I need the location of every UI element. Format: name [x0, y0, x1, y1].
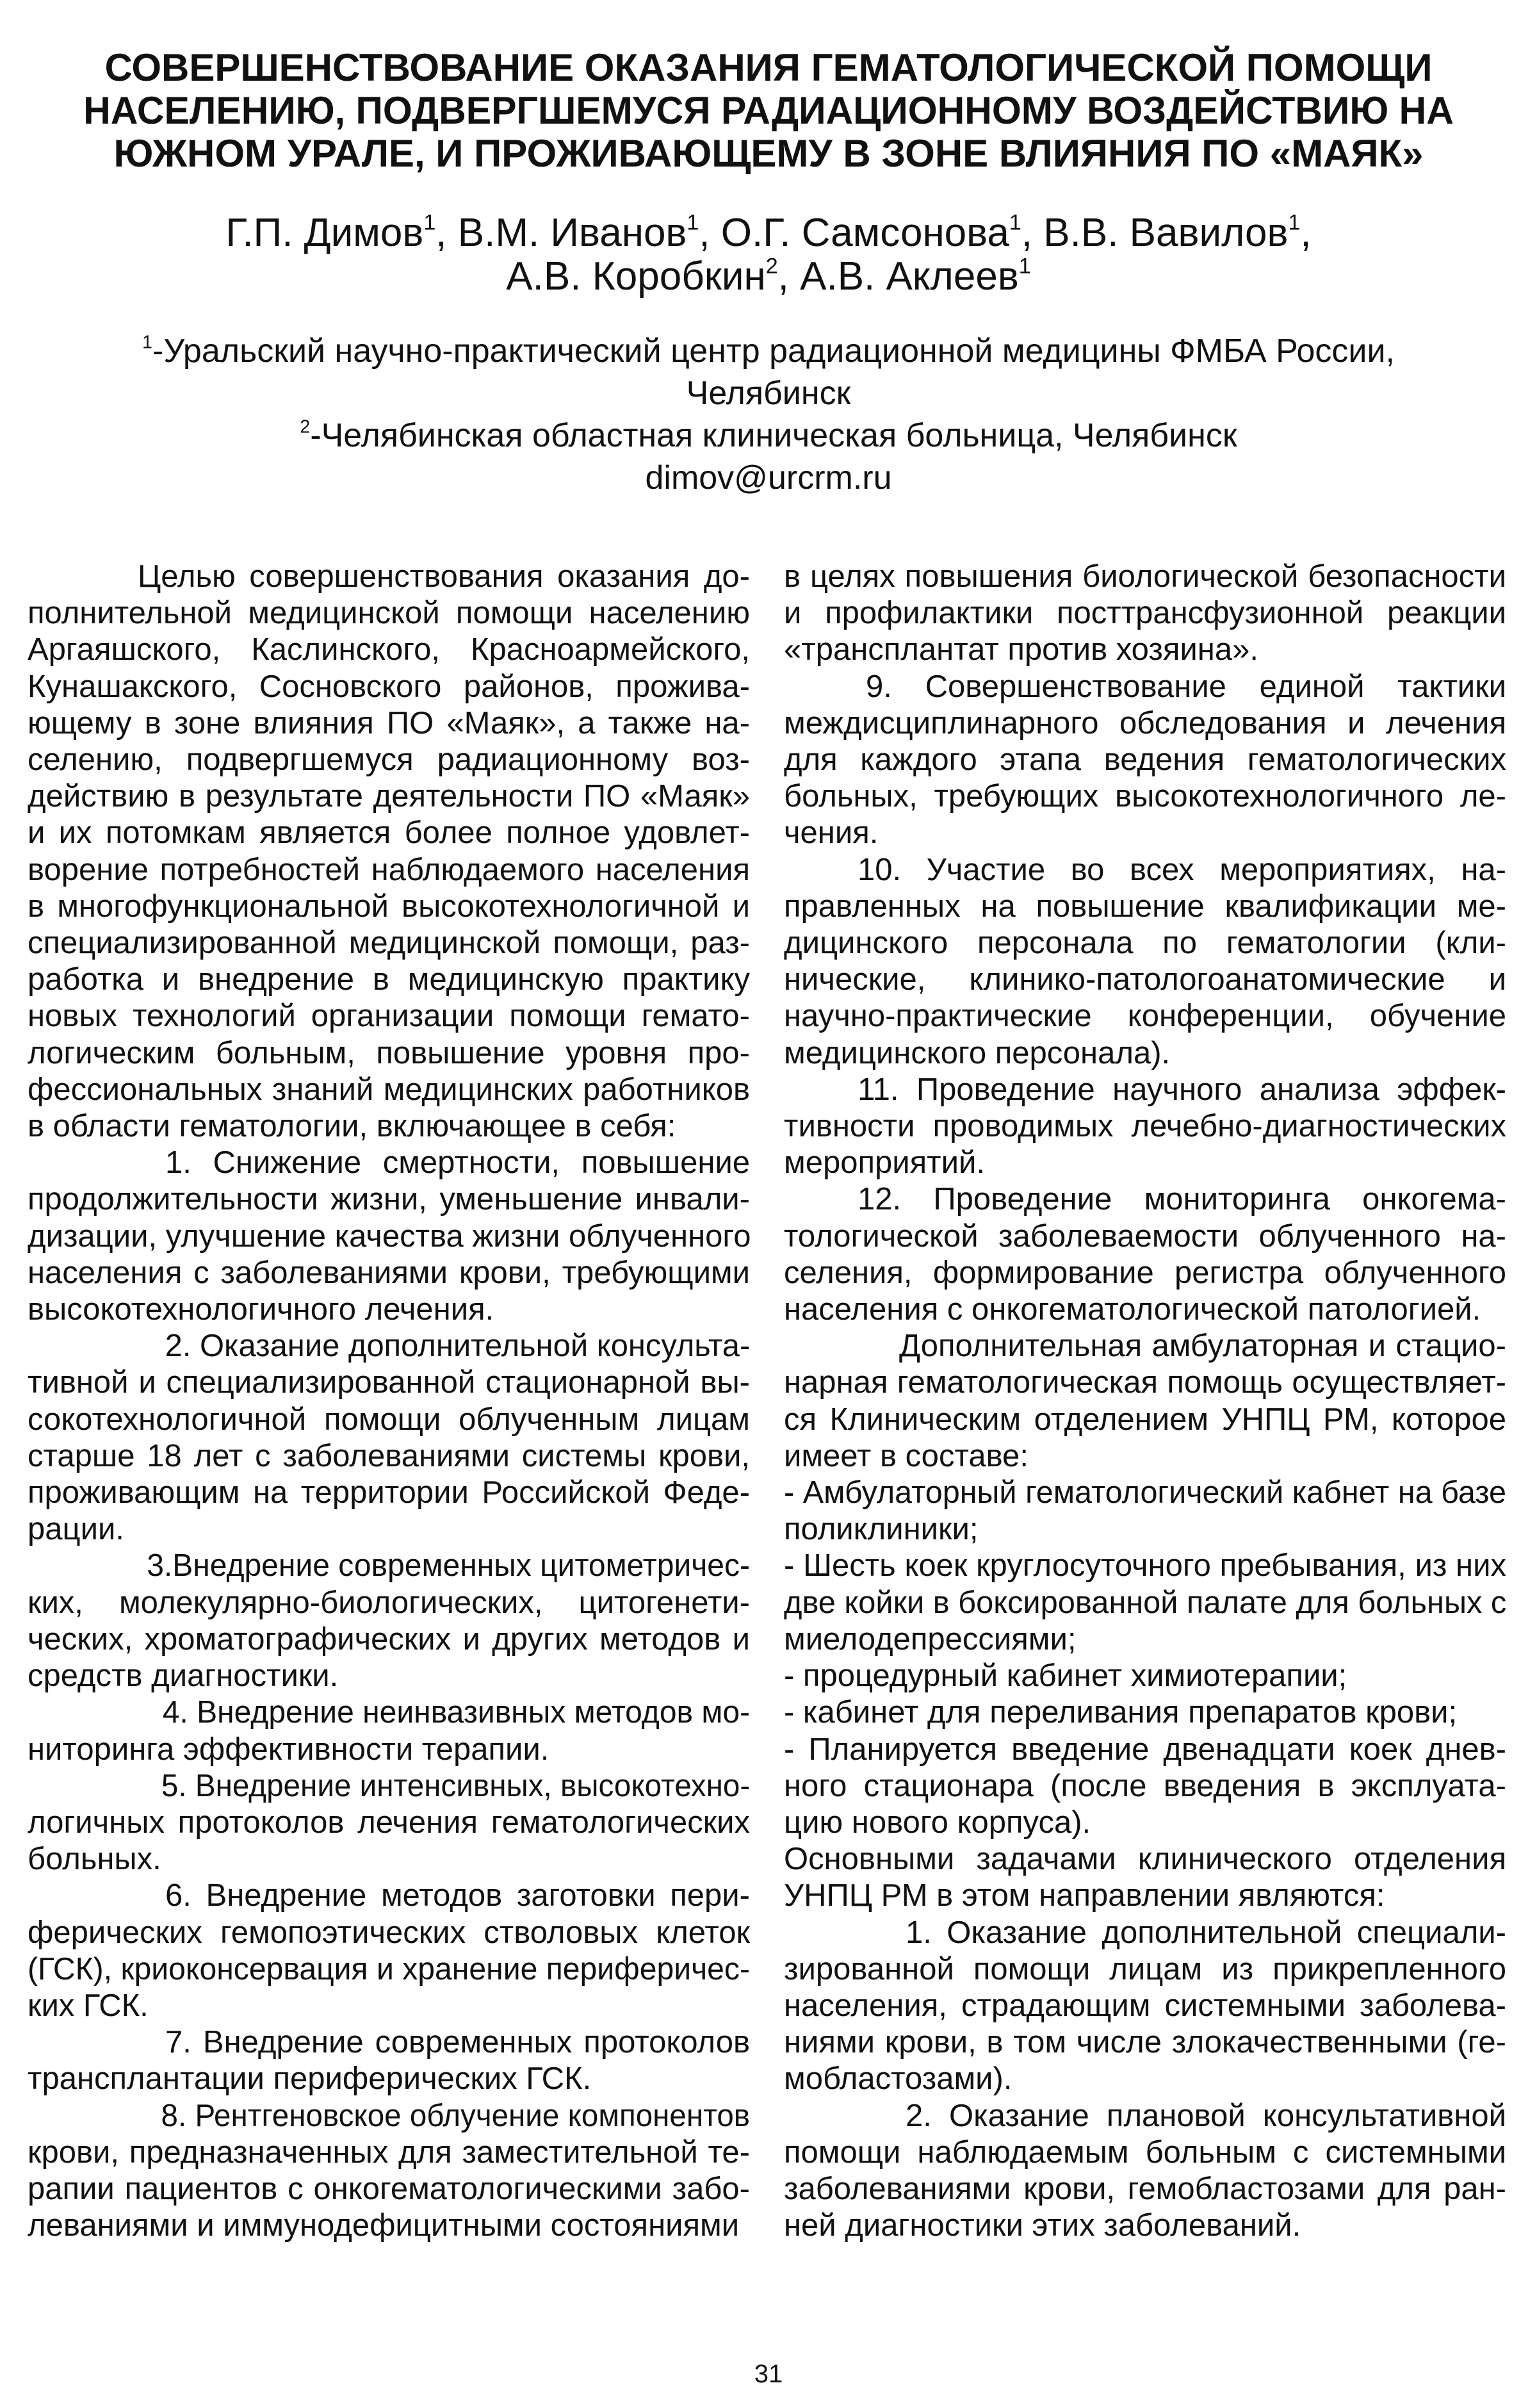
text-line: проживающим на территории Российской Феде-: [28, 1475, 750, 1511]
contact-email[interactable]: dimov@urcrm.ru: [645, 459, 892, 496]
affiliation-mark: 2: [765, 254, 778, 279]
affiliation-2: [0, 414, 1537, 457]
text-line: чения.: [784, 815, 879, 851]
affiliation-1-city: Челябинск: [686, 375, 851, 412]
text-line: рации.: [28, 1512, 124, 1547]
text-line: фессиональных знаний медицинских работников: [28, 1072, 750, 1107]
text-line: цию нового корпуса).: [784, 1805, 1091, 1840]
text-line: ного стационара (после введения в эксплуата-: [784, 1768, 1506, 1803]
text-line: леваниями и иммунодефицитными состояниями: [28, 2208, 740, 2243]
text-line: логичных протоколов лечения гематологических: [28, 1805, 750, 1840]
paragraph: [784, 669, 1506, 852]
paragraph: [28, 1768, 750, 1878]
text-line: ющему в зоне влияния ПО «Маяк», а также на-: [28, 705, 750, 741]
left-column: [28, 559, 750, 2244]
text-line: 7. Внедрение современных протоколов: [165, 2025, 750, 2060]
text-line: (ГСК), криоконсервация и хранение периферичес-: [28, 1951, 750, 1986]
paragraph: [784, 1915, 1506, 2098]
text-line: 9. Совершенствование единой тактики: [866, 669, 1506, 704]
paragraph: [784, 1072, 1506, 1182]
text-line: больных.: [28, 1842, 161, 1877]
text-line: миелодепрессиями;: [784, 1621, 1077, 1657]
paragraph: [28, 559, 750, 1145]
text-line: - кабинет для переливания препаратов крови;: [784, 1695, 1458, 1730]
text-line: логическим больным, повышение уровня про-: [28, 1035, 750, 1070]
author-name: , О.Г. Самсонова: [699, 211, 1009, 255]
author-name: , В.В. Вавилов: [1021, 211, 1289, 255]
text-line: 1. Снижение смертности, повышение: [165, 1145, 750, 1181]
affiliations: [0, 330, 1537, 499]
text-line: нарная гематологическая помощь осуществляет-: [784, 1365, 1506, 1400]
author-name: А.В. Коробкин: [506, 254, 766, 299]
text-line: 6. Внедрение методов заготовки пери-: [165, 1878, 750, 1913]
text-line: Целью совершенствования оказания до-: [138, 559, 750, 594]
text-line: Кунашакского, Сосновского районов, прожива-: [28, 669, 750, 704]
affiliation-text: -Челябинская областная клиническая больница, Челябинск: [310, 417, 1237, 454]
text-line: рапии пациентов с онкогематологическими забо-: [28, 2171, 750, 2206]
text-line: 5. Внедрение интенсивных, высокотехно-: [161, 1768, 751, 1803]
article-title: [0, 46, 1537, 175]
affiliation-mark: 2: [300, 416, 311, 438]
paragraph: [28, 1328, 750, 1548]
text-line: населения с заболеваниями крови, требующими: [28, 1255, 750, 1290]
affiliation-mark: 1: [1018, 254, 1031, 279]
text-line: - процедурный кабинет химиотерапии;: [784, 1659, 1347, 1694]
text-line: две койки в боксированной палате для больных с: [784, 1585, 1507, 1620]
text-line: ких, молекулярно-биологических, цитогенети-: [28, 1585, 750, 1620]
text-line: - Амбулаторный гематологический кабнет на базе: [784, 1475, 1506, 1511]
text-line: дизации, улучшение качества жизни облученного: [28, 1218, 751, 1254]
text-line: «трансплантат против хозяина».: [784, 632, 1258, 668]
text-line: селению, подвергшемуся радиационному воз-: [28, 742, 750, 778]
text-line: 4. Внедрение неинвазивных методов мо-: [162, 1695, 751, 1730]
authors-line: [0, 211, 1537, 255]
text-line: помощи наблюдаемым больным с системными: [784, 2134, 1506, 2170]
text-line: Аргаяшского, Каслинского, Красноармейского,: [28, 632, 750, 668]
paragraph: [784, 1694, 1506, 1731]
text-line: 10. Участие во всех мероприятиях, на-: [858, 852, 1506, 887]
text-line: и их потомкам является более полное удовлет-: [28, 815, 750, 851]
affiliation-mark: 1: [1288, 210, 1301, 235]
text-line: мероприятий.: [784, 1145, 985, 1181]
text-line: полнительной медицинской помощи населению: [28, 596, 750, 631]
authors-line: [0, 255, 1537, 299]
text-line: тологической заболеваемости облученного на-: [784, 1218, 1506, 1254]
text-line: 1. Оказание дополнительной специали-: [906, 1915, 1506, 1950]
text-line: населения с онкогематологической патологией.: [784, 1292, 1481, 1327]
text-line: 2. Оказание плановой консультативной: [906, 2098, 1506, 2133]
paragraph: [784, 559, 1506, 669]
text-line: ворение потребностей наблюдаемого населения: [28, 852, 750, 887]
affiliation-text: -Уральский научно-практический центр радиационной медицины ФМБА России,: [152, 332, 1395, 370]
text-line: крови, предназначенных для заместительной те-: [28, 2134, 750, 2170]
paragraph: [784, 852, 1506, 1072]
paragraph: [28, 1694, 750, 1767]
paragraph: [28, 1145, 750, 1328]
affiliation-mark: 1: [142, 332, 152, 353]
text-line: ней диагностики этих заболеваний.: [784, 2208, 1301, 2243]
author-list: [0, 211, 1537, 299]
text-line: заболеваниями крови, гемобластозами для ран-: [784, 2171, 1506, 2206]
affiliation-mark: 1: [1009, 210, 1021, 235]
text-line: специализированной медицинской помощи, раз-: [28, 926, 750, 961]
text-line: населения, страдающим системными заболева-: [784, 1988, 1506, 2023]
text-line: дицинского персонала по гематологии (кли-: [784, 926, 1506, 961]
text-line: трансплантации периферических ГСК.: [28, 2061, 592, 2097]
paragraph: [784, 2098, 1506, 2245]
text-line: новых технологий организации помощи гемато-: [28, 999, 750, 1034]
paragraph: [784, 1328, 1506, 1475]
text-line: в области гематологии, включающее в себя:: [28, 1109, 676, 1144]
text-line: поликлиники;: [784, 1512, 979, 1547]
author-name: , А.В. Аклеев: [777, 254, 1019, 299]
paragraph: [28, 2024, 750, 2097]
affiliation-mark: 1: [687, 210, 699, 235]
text-line: научно-практические конференции, обучение: [784, 999, 1506, 1034]
text-line: для каждого этапа ведения гематологических: [784, 742, 1506, 778]
text-line: в многофункциональной высокотехнологичной и: [28, 889, 750, 924]
text-line: селения, формирование регистра облученного: [784, 1255, 1506, 1290]
author-name: , В.М. Иванов: [435, 211, 687, 255]
text-line: действию в результате деятельности ПО «Маяк»: [28, 779, 750, 814]
paragraph: [28, 2098, 750, 2245]
paragraph: [784, 1181, 1506, 1328]
text-line: и профилактики посттрансфузионной реакции: [784, 596, 1506, 631]
title-line: ЮЖНОМ УРАЛЕ, И ПРОЖИВАЮЩЕМУ В ЗОНЕ ВЛИЯНИЯ ПО «МАЯК»: [113, 132, 1424, 175]
text-line: 12. Проведение мониторинга онкогема-: [858, 1182, 1506, 1217]
separator: ,: [1300, 211, 1312, 255]
text-line: ферических гемопоэтических стволовых клеток: [28, 1915, 750, 1950]
text-line: - Шесть коек круглосуточного пребывания, из них: [784, 1548, 1506, 1584]
text-line: имеет в составе:: [784, 1438, 1029, 1473]
text-line: междисциплинарного обследования и лечения: [784, 705, 1506, 741]
paragraph: [784, 1732, 1506, 1842]
paragraph: [784, 1475, 1506, 1548]
text-line: УНПЦ РМ в этом направлении являются:: [784, 1878, 1385, 1913]
text-line: ниторинга эффективности терапии.: [28, 1732, 549, 1767]
text-line: 8. Рентгеновское облучение компонентов: [161, 2098, 750, 2133]
author-name: Г.П. Димов: [225, 211, 424, 255]
text-line: - Планируется введение двенадцати коек днев-: [784, 1732, 1506, 1767]
text-line: тивной и специализированной стационарной вы-: [28, 1365, 750, 1400]
page-number: 31: [754, 2360, 783, 2388]
text-line: Дополнительная амбулаторная и стацио-: [899, 1329, 1506, 1364]
text-line: ческих, хроматографических и других методов и: [28, 1621, 750, 1657]
text-line: медицинского персонала).: [784, 1035, 1171, 1070]
text-line: старше 18 лет с заболеваниями системы крови,: [28, 1438, 750, 1473]
text-line: в целях повышения биологической безопасности: [784, 559, 1506, 594]
title-line: НАСЕЛЕНИЮ, ПОДВЕРГШЕМУСЯ РАДИАЦИОННОМУ ВОЗДЕЙСТВИЮ НА: [83, 89, 1454, 132]
text-line: ся Клиническим отделением УНПЦ РМ, которое: [784, 1402, 1506, 1437]
text-line: больных, требующих высокотехнологичного ле-: [784, 779, 1506, 814]
text-line: нические, клинико-патологоанатомические и: [784, 962, 1506, 997]
title-line: СОВЕРШЕНСТВОВАНИЕ ОКАЗАНИЯ ГЕМАТОЛОГИЧЕСКОЙ ПОМОЩИ: [104, 46, 1433, 89]
text-line: работка и внедрение в медицинскую практику: [28, 962, 750, 997]
text-line: средств диагностики.: [28, 1659, 339, 1694]
affiliation-1: [0, 330, 1537, 372]
paragraph: [28, 1548, 750, 1694]
paragraph: [28, 1878, 750, 2024]
text-line: 2. Оказание дополнительной консульта-: [165, 1329, 751, 1364]
paragraph: [784, 1548, 1506, 1658]
paragraph: [784, 1841, 1506, 1914]
text-line: правленных на повышение квалификации ме-: [784, 889, 1506, 924]
text-line: 3.Внедрение современных цитометричес-: [147, 1548, 750, 1584]
text-line: высокотехнологичного лечения.: [28, 1292, 494, 1327]
text-line: мобластозами).: [784, 2061, 1012, 2097]
right-column: [784, 559, 1506, 2244]
text-line: тивности проводимых лечебно-диагностических: [784, 1109, 1506, 1144]
text-line: продолжительности жизни, уменьшение инвали-: [28, 1182, 750, 1217]
affiliation-mark: 1: [423, 210, 436, 235]
text-line: сокотехнологичной помощи облученным лицам: [28, 1402, 750, 1437]
text-line: ниями крови, в том числе злокачественными (ге-: [784, 2025, 1506, 2060]
text-line: зированной помощи лицам из прикрепленного: [784, 1951, 1506, 1986]
text-line: 11. Проведение научного анализа эффек-: [858, 1072, 1506, 1107]
text-line: Основными задачами клинического отделения: [784, 1842, 1506, 1877]
paragraph: [784, 1658, 1506, 1694]
text-line: ких ГСК.: [28, 1988, 149, 2023]
